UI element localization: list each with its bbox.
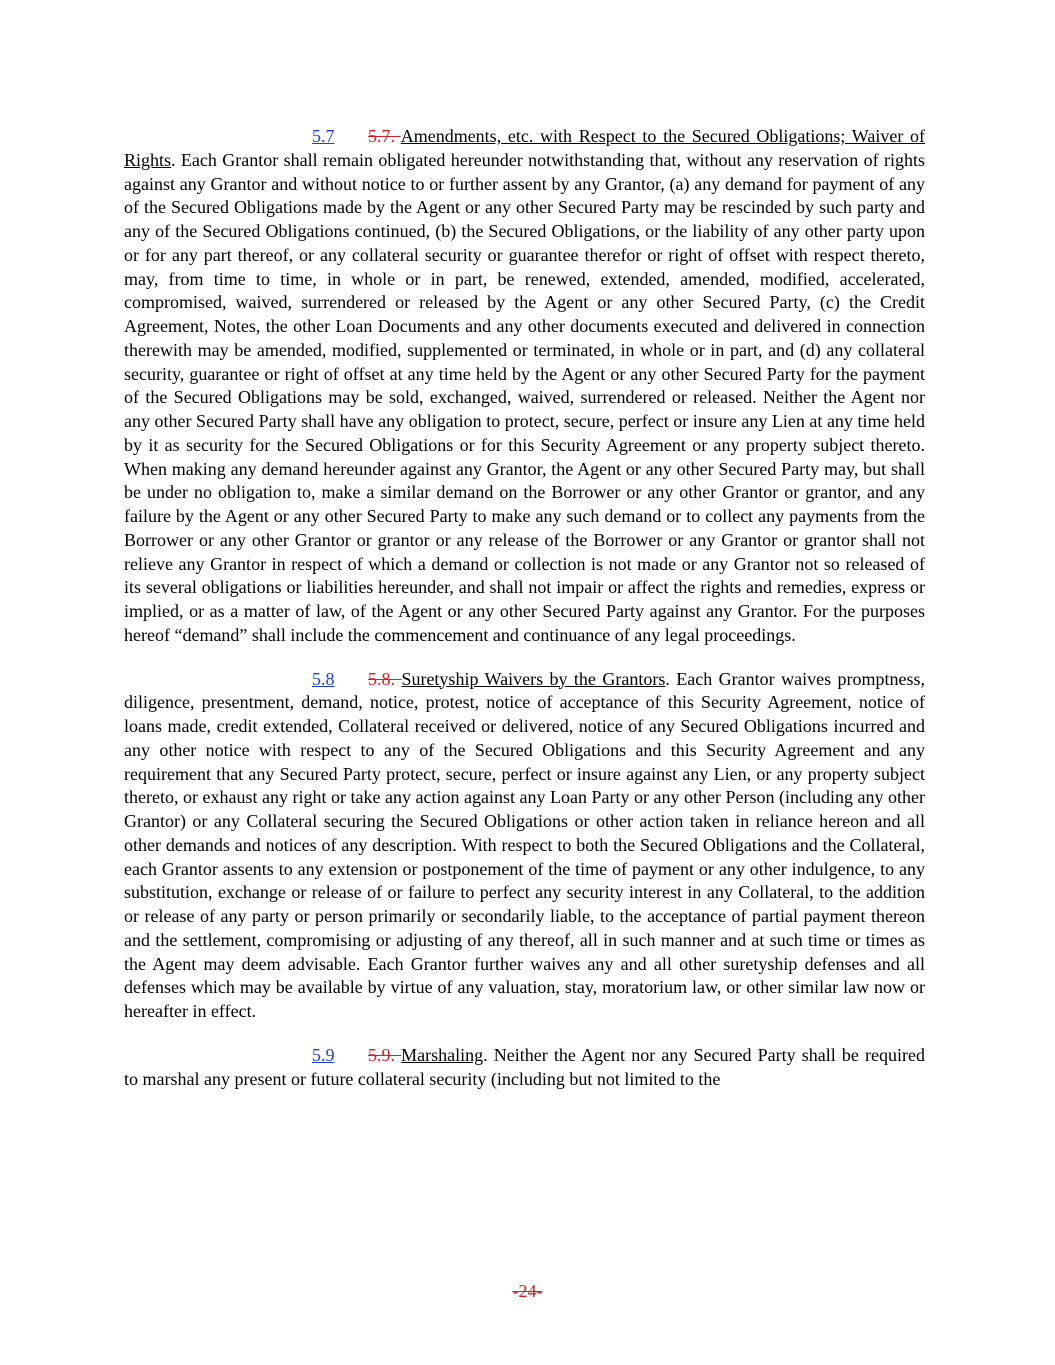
deleted-section-number: 5.7. <box>368 126 401 146</box>
section-heading: Amendments, etc. with Respect to the Secured Obligations; Waiver of Rights <box>124 126 925 170</box>
document-page <box>124 125 925 1111</box>
section-5-8 <box>124 668 925 1024</box>
page-number: -24- <box>512 1281 543 1301</box>
section-heading: Marshaling <box>401 1044 484 1065</box>
section-number-link[interactable]: 5.8 <box>312 668 335 689</box>
section-number-link[interactable]: 5.9 <box>312 1044 335 1065</box>
section-5-7 <box>124 125 925 648</box>
section-body: . Each Grantor waives promptness, diligence, presentment, demand, notice, protest, notice of acceptance of this Security Agreement, notice of loans made, credit extended, Collateral received or delivered, notice of any Secured Obligations incurred and any other notice with respect to any of the Secured Obligations and this Security Agreement and any requirement that any Secured Party protect, secure, perfect or insure against any Lien, or any property subject thereto, or exhaust any right or take any action against any Loan Party or any other Person (including any other Grantor) or any Collateral securing the Secured Obligations or other action taken in reliance hereon and all other demands and notices of any description. With respect to both the Secured Obligations and the Collateral, each Grantor assents to any extension or postponement of the time of payment or any other indulgence, to any substitution, exchange or release of or failure to perfect any security interest in any Collateral, to the addition or release of any party or person primarily or secondarily liable, to the acceptance of partial payment thereon and the settlement, compromising or adjusting of any thereof, all in such manner and at such time or times as the Agent may deem advisable. Each Grantor further waives any and all other suretyship defenses and all defenses which may be available by virtue of any valuation, stay, moratorium law, or other similar law now or hereafter in effect. <box>124 668 925 1021</box>
section-number-link[interactable]: 5.7 <box>312 126 335 146</box>
deleted-section-number: 5.9. <box>368 1044 402 1065</box>
section-heading: Suretyship Waivers by the Grantors <box>401 668 666 689</box>
deleted-section-number: 5.8. <box>368 668 402 689</box>
section-body: . Each Grantor shall remain obligated hereunder notwithstanding that, without any reservation of rights against any Grantor and without notice to or further assent by any Grantor, (a) any demand for payment of any of the Secured Obligations made by the Agent or any other Secured Party may be rescinded by such party and any of the Secured Obligations continued, (b) the Secured Obligations, or the liability of any other party upon or for any part thereof, or any collateral security or guarantee therefor or right of offset with respect thereto, may, from time to time, in whole or in part, be renewed, extended, amended, modified, accelerated, compromised, waived, surrendered or released by the Agent or any other Secured Party, (c) the Credit Agreement, Notes, the other Loan Documents and any other documents executed and delivered in connection therewith may be amended, modified, supplemented or terminated, in whole or in part, and (d) any collateral security, guarantee or right of offset at any time held by the Agent or any other Secured Party for the payment of the Secured Obligations may be sold, exchanged, waived, surrendered or released. Neither the Agent nor any other Secured Party shall have any obligation to protect, secure, perfect or insure any Lien at any time held by it as security for the Secured Obligations or for this Security Agreement or any property subject thereto. When making any demand hereunder against any Grantor, the Agent or any other Secured Party may, but shall be under no obligation to, make a similar demand on the Borrower or any other Grantor or grantor, and any failure by the Agent or any other Secured Party to make any such demand or to collect any payments from the Borrower or any other Grantor or grantor or any release of the Borrower or any Grantor or grantor shall not relieve any Grantor in respect of which a demand or collection is not made or any Grantor not so released of its several obligations or liabilities hereunder, and shall not impair or affect the rights and remedies, express or implied, or as a matter of law, of the Agent or any other Secured Party against any Grantor. For the purposes hereof “demand” shall include the commencement and continuance of any legal proceedings. <box>124 149 925 645</box>
section-5-9 <box>124 1044 925 1092</box>
section-body: . Neither the Agent nor any Secured Party shall be required to marshal any present or future collateral security (including but not limited to the <box>124 1044 925 1089</box>
